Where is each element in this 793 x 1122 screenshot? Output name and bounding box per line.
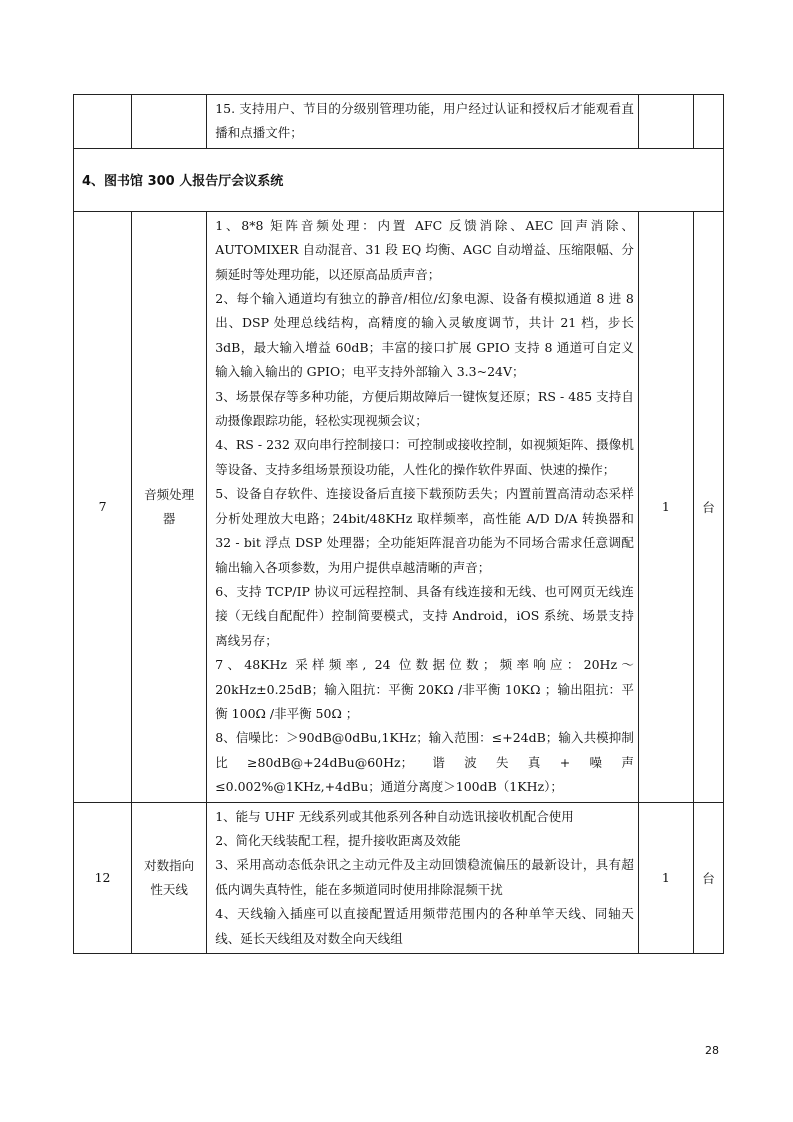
description-line: 15. 支持用户、节目的分级别管理功能，用户经过认证和授权后才能观看直播和点播文件； <box>215 101 634 141</box>
item-name-cell <box>132 95 207 149</box>
item-name-cell <box>132 802 207 953</box>
description-line: 6、支持 TCP/IP 协议可远程控制、具备有线连接和无线、也可网页无线连接（无线自配配件）控制简要模式，支持 Android，iOS 系统、场景支持离线另存； <box>215 583 634 648</box>
unit-cell: 台 <box>693 211 723 802</box>
quantity-cell <box>638 95 693 149</box>
description-line: 5、设备自存软件、连接设备后直接下载预防丢失；内置前置高清动态采样分析处理放大电路；24bit/48KHz 取样频率，高性能 A/D D/A 转换器和 32 - bit 浮点 DSP 处理器；全功能矩阵混音功能为不同场合需求任意调配输出输入各项参数，为用户提供卓越清晰的声音； <box>215 486 634 575</box>
table-row <box>74 211 724 802</box>
description-line: 4、RS - 232 双向串行控制接口：可控制或接收控制，如视频矩阵、摄像机等设备、支持多组场景预设功能，人性化的操作软件界面、快速的操作； <box>215 437 634 477</box>
section-row <box>74 148 724 211</box>
description-line: 1、8*8 矩阵音频处理：内置 AFC 反馈消除、AEC 回声消除、AUTOMIXER 自动混音、31 段 EQ 均衡、AGC 自动增益、压缩限幅、分频延时等处理功能，以还原高品质声音； <box>215 217 634 282</box>
unit-cell <box>693 95 723 149</box>
description-cell <box>207 95 639 149</box>
table-row <box>74 95 724 149</box>
row-number-cell <box>74 95 132 149</box>
description-line: 3、场景保存等多种功能，方便后期故障后一键恢复还原；RS - 485 支持自动摄像跟踪功能，轻松实现视频会议； <box>215 388 634 429</box>
item-name-line: 音频处理 <box>144 486 195 502</box>
description-line: 3、采用高动态低杂讯之主动元件及主动回馈稳流偏压的最新设计，具有超低内调失真特性，能在多频道同时使用排除混频干扰 <box>215 857 634 897</box>
table-row <box>74 802 724 953</box>
description-cell <box>207 211 639 802</box>
unit-cell: 台 <box>693 802 723 953</box>
item-name-line: 性天线 <box>150 881 188 897</box>
page-number: 28 <box>705 1044 719 1057</box>
description-line: 2、每个输入通道均有独立的静音/相位/幻象电源、设备有模拟通道 8 进 8 出、DSP 处理总线结构，高精度的输入灵敏度调节，共计 21 档，步长 3dB，最大输入增益 60dB；丰富的接口扩展 GPIO 支持 8 通道可自定义输入输入输出的 GPIO；电平支持外部输入 3.3~24V； <box>215 291 634 380</box>
description-line: 1、能与 UHF 无线系列或其他系列各种自动选讯接收机配合使用 <box>215 808 574 824</box>
item-name-line: 器 <box>162 510 176 526</box>
description-cell <box>207 802 639 953</box>
quantity-cell: 1 <box>638 802 693 953</box>
item-name-line: 对数指向 <box>144 857 195 873</box>
row-number-cell: 7 <box>74 211 132 802</box>
section-title: 4、图书馆 300 人报告厅会议系统 <box>74 148 724 211</box>
description-line: 8、信噪比：＞90dB@0dBu,1KHz；输入范围：≤+24dB；输入共模抑制比≥80dB@+24dBu@60Hz；谐波失真+噪声≤0.002%@1KHz,+4dBu；通道分离度＞100dB（1KHz）； <box>215 730 634 795</box>
description-line: 7、48KHz 采样频率, 24 位数据位数；频率响应：20Hz～20kHz±0.25dB；输入阻抗：平衡 20KΩ /非平衡 10KΩ ；输出阻抗：平衡 100Ω /非平衡 50Ω ； <box>215 657 634 721</box>
description-line: 4、天线输入插座可以直接配置适用频带范围内的各种单竿天线、同轴天线、延长天线组及对数全向天线组 <box>215 906 634 946</box>
item-name-cell <box>132 211 207 802</box>
quantity-cell: 1 <box>638 211 693 802</box>
spec-table <box>73 94 724 954</box>
row-number-cell: 12 <box>74 802 132 953</box>
description-line: 2、简化天线装配工程，提升接收距离及效能 <box>215 832 461 848</box>
